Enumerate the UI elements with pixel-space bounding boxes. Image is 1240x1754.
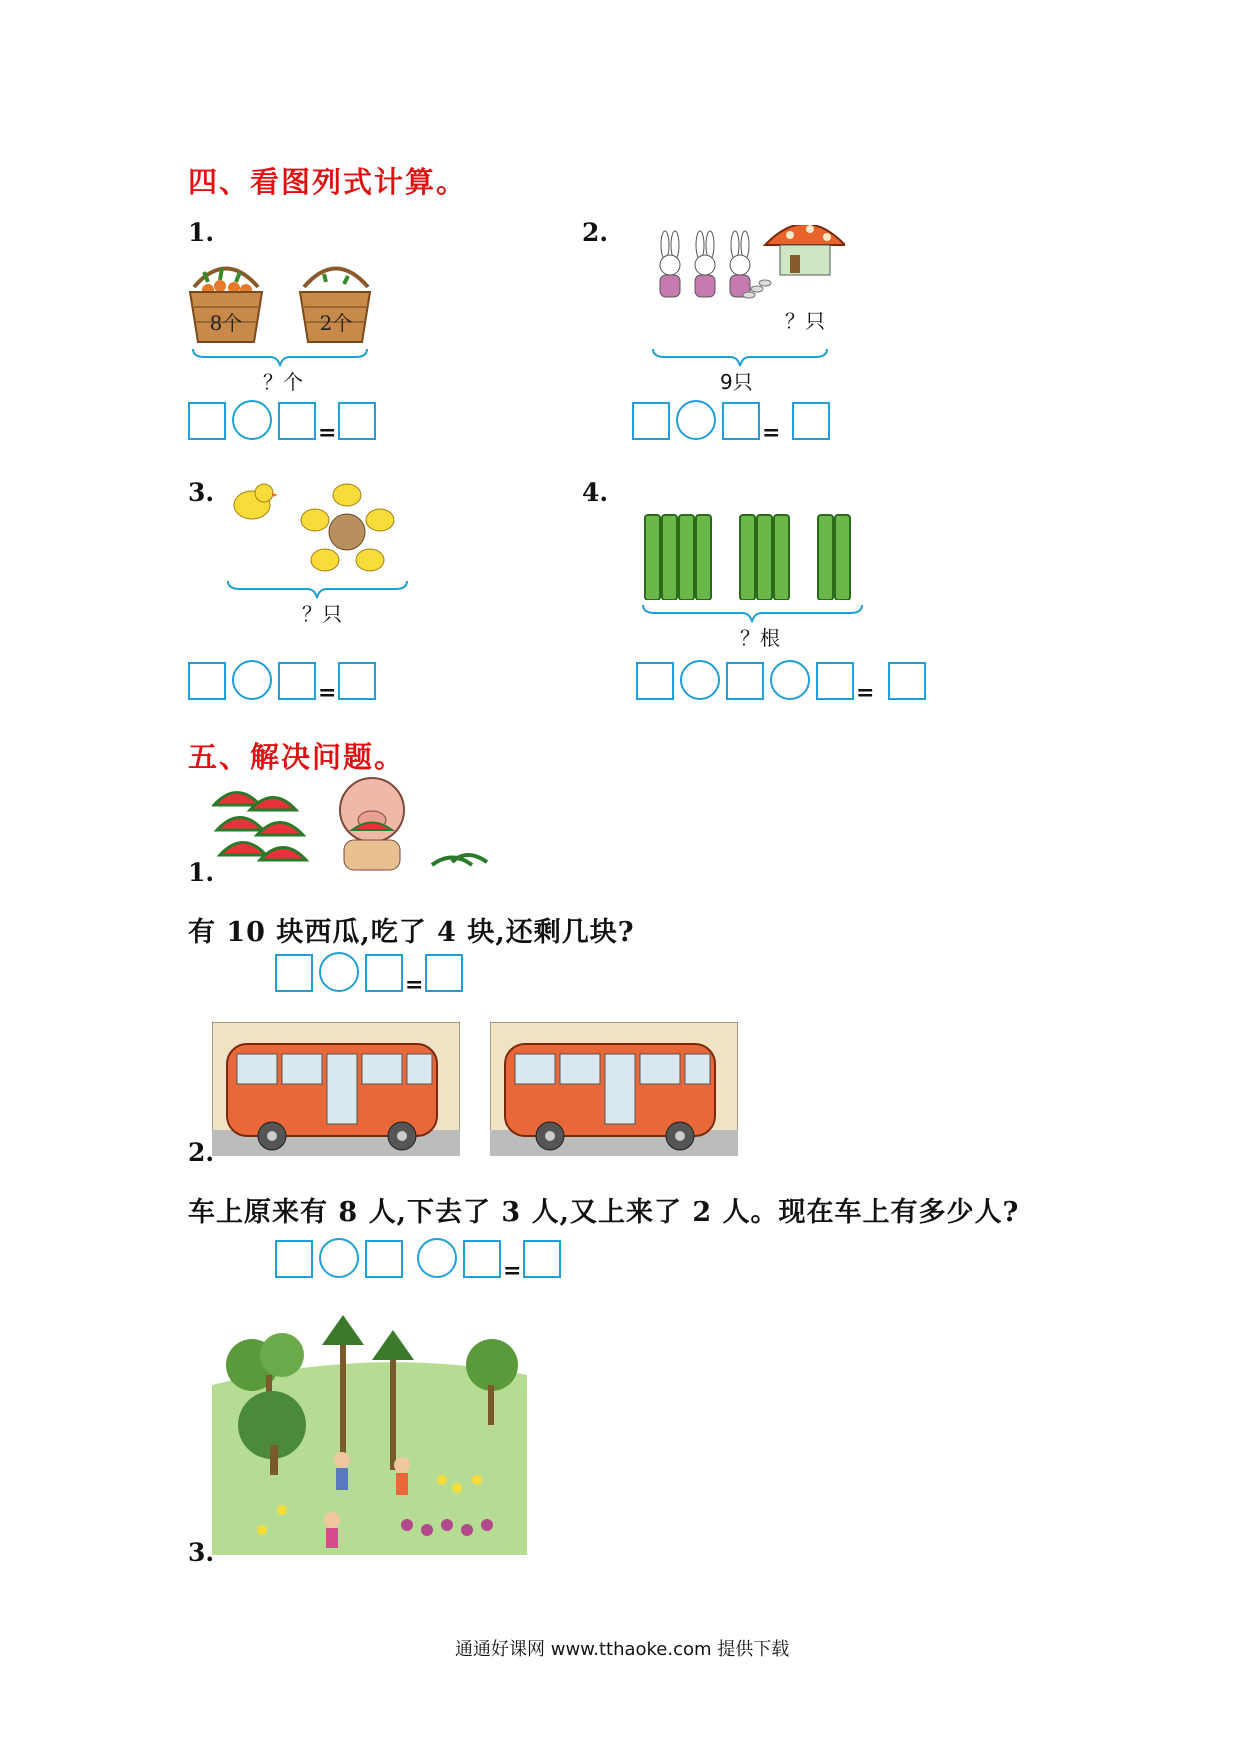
operator-circle[interactable]	[232, 400, 272, 440]
bus-scene-before	[212, 1022, 460, 1156]
chicks-illustration	[220, 475, 410, 585]
answer-box[interactable]	[816, 662, 854, 700]
question-3-number: 3.	[188, 478, 215, 507]
answer-box[interactable]	[278, 662, 316, 700]
equals-sign: =	[856, 680, 875, 706]
s5-question-3-number: 3.	[188, 1538, 215, 1567]
section-5-title: 五、解决问题。	[188, 740, 406, 774]
answer-box[interactable]	[726, 662, 764, 700]
answer-box[interactable]	[365, 954, 403, 992]
answer-box[interactable]	[188, 662, 226, 700]
answer-box[interactable]	[523, 1240, 561, 1278]
answer-box[interactable]	[722, 402, 760, 440]
equals-sign: =	[318, 420, 337, 446]
answer-row-q1	[188, 400, 382, 446]
answer-box[interactable]	[463, 1240, 501, 1278]
operator-circle[interactable]	[232, 660, 272, 700]
answer-box[interactable]	[636, 662, 674, 700]
s5-question-2-text: 车上原来有 8 人,下去了 3 人,又上来了 2 人。现在车上有多少人?	[188, 1197, 1020, 1228]
rabbit-icon	[660, 231, 680, 297]
answer-box[interactable]	[792, 402, 830, 440]
answer-row-q3	[188, 660, 382, 706]
operator-circle[interactable]	[770, 660, 810, 700]
answer-box[interactable]	[425, 954, 463, 992]
brace-label-q2: 9只	[720, 370, 753, 394]
answer-row-q2	[632, 400, 836, 446]
equals-sign: =	[405, 972, 424, 998]
brace-label-q1: ？个	[263, 370, 303, 394]
operator-circle[interactable]	[417, 1238, 457, 1278]
s5-question-1-number: 1.	[188, 858, 215, 887]
answer-box[interactable]	[338, 662, 376, 700]
operator-circle[interactable]	[319, 952, 359, 992]
brace-q3	[225, 578, 410, 600]
question-4-number: 4.	[582, 478, 609, 507]
answer-box[interactable]	[275, 954, 313, 992]
operator-circle[interactable]	[680, 660, 720, 700]
answer-row-q4	[636, 660, 932, 706]
brace-q1	[190, 346, 370, 368]
bus-scene-after	[490, 1022, 738, 1156]
s5-question-1-text: 有 10 块西瓜,吃了 4 块,还剩几块?	[188, 917, 635, 948]
equals-sign: =	[318, 680, 337, 706]
brace-label-q3: ？只	[302, 602, 342, 626]
s5-question-2-number: 2.	[188, 1138, 215, 1167]
answer-box[interactable]	[275, 1240, 313, 1278]
left-basket-label: 8个	[209, 311, 243, 335]
park-scene-illustration	[212, 1305, 527, 1555]
watermelon-pig-illustration	[212, 770, 512, 880]
sticks-illustration	[640, 510, 860, 600]
answer-box[interactable]	[188, 402, 226, 440]
mushroom-label: ？只	[785, 309, 825, 333]
answer-box[interactable]	[632, 402, 670, 440]
answer-box[interactable]	[888, 662, 926, 700]
equals-sign: =	[762, 420, 781, 446]
brace-q2	[650, 346, 830, 368]
operator-circle[interactable]	[319, 1238, 359, 1278]
answer-row-s5-q2	[275, 1238, 567, 1284]
equals-sign: =	[503, 1258, 522, 1284]
section-4-title: 四、看图列式计算。	[188, 165, 468, 199]
answer-row-s5-q1	[275, 952, 469, 998]
operator-circle[interactable]	[676, 400, 716, 440]
brace-q4	[640, 602, 865, 624]
answer-box[interactable]	[278, 402, 316, 440]
question-1-number: 1.	[188, 218, 215, 247]
question-2-number: 2.	[582, 218, 609, 247]
answer-box[interactable]	[365, 1240, 403, 1278]
brace-label-q4: ？根	[740, 626, 780, 650]
answer-box[interactable]	[338, 402, 376, 440]
right-basket-label: 2个	[319, 311, 353, 335]
footer-text: 通通好课网 www.tthaoke.com 提供下载	[455, 1639, 790, 1660]
